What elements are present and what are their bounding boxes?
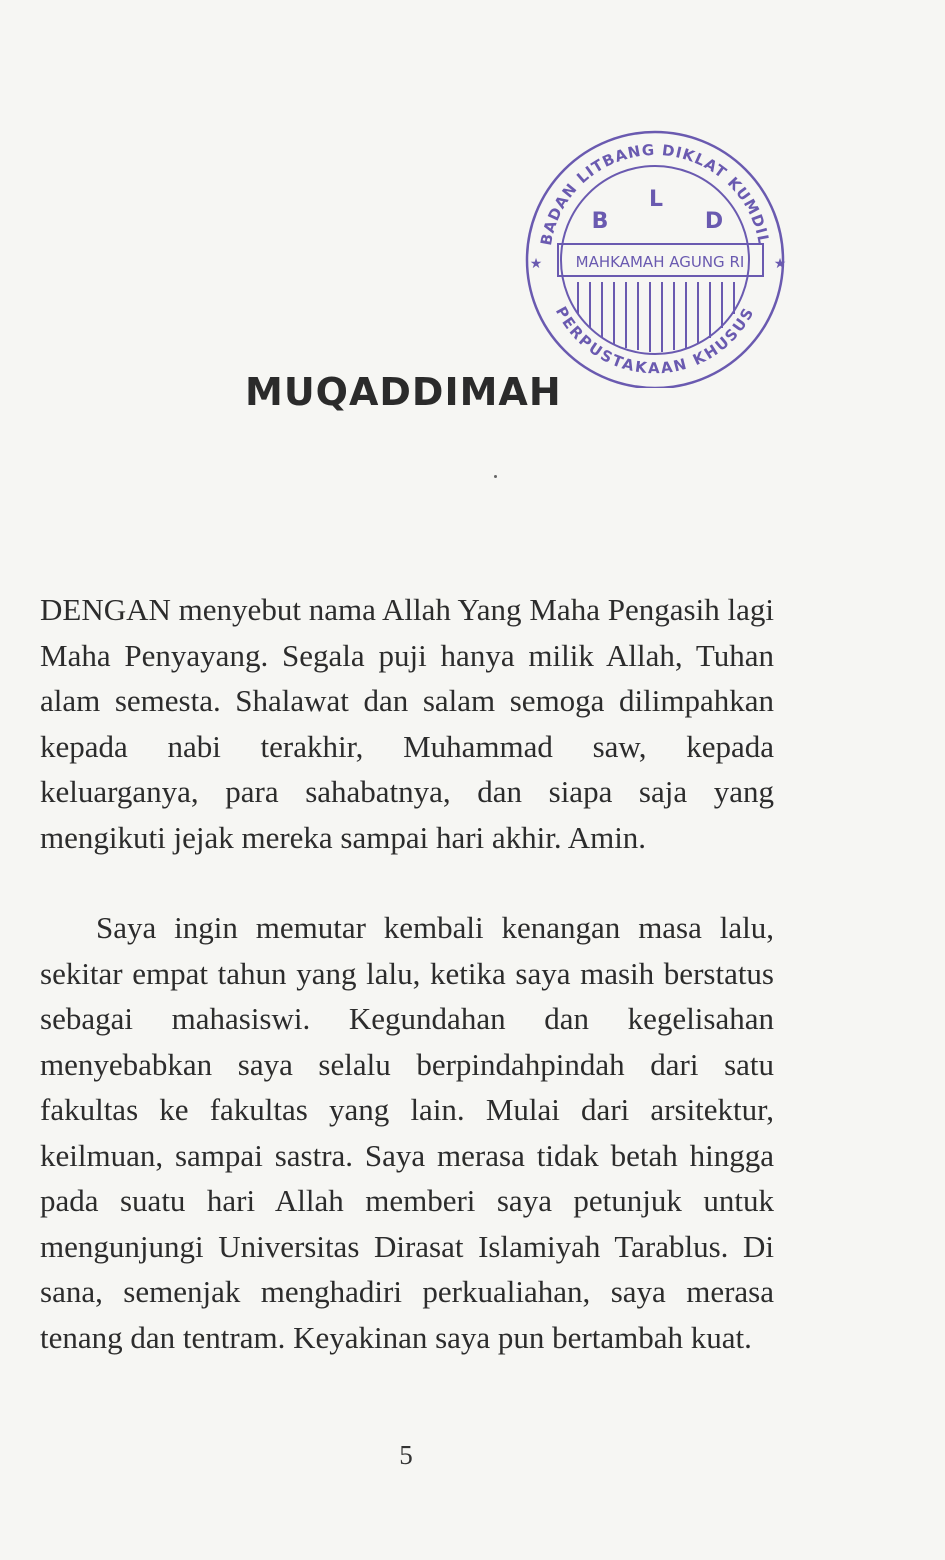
stamp-letter-b: B [591, 209, 609, 234]
stamp-star-left: ★ [529, 256, 543, 272]
stamp-bottom-arc: PERPUSTAKAAN KHUSUS [551, 303, 759, 378]
stamp-letter-l: L [648, 187, 664, 212]
library-stamp [508, 128, 798, 388]
page-title: MUQADDIMAH [245, 370, 562, 414]
stamp-letter-d: D [704, 209, 724, 234]
paragraph-1: DENGAN menyebut nama Allah Yang Maha Pengasih lagi Maha Penyayang. Segala puji hanya milik Allah, Tuhan alam semesta. Shalawat dan salam semoga dilimpahkan kepada nabi terakhir, Muhammad saw, kepada keluarganya, para sahabatnya, dan siapa saja yang mengikuti jejak mereka sampai hari akhir. Amin. [40, 592, 774, 855]
stamp-column-lines [578, 282, 734, 352]
stamp-band-text: MAHKAMAH AGUNG RI [575, 253, 745, 271]
stamp-star-right: ★ [773, 256, 787, 272]
stamp-top-arc: BADAN LITBANG DIKLAT KUMDIL [536, 140, 773, 247]
paragraph-2: Saya ingin memutar kembali kenangan masa lalu, sekitar empat tahun yang lalu, ketika saya masih berstatus sebagai mahasiswi. Kegundahan dan kegelisahan menyebabkan saya selalu berpindahpindah dari satu fakultas ke fakultas yang lain. Mulai dari arsitektur, keilmuan, sampai sastra. Saya merasa tidak betah hingga pada suatu hari Allah memberi saya petunjuk untuk mengunjungi Universitas Dirasat Islamiyah Tarablus. Di sana, semenjak menghadiri perkualiahan, saya merasa tenang dan tentram. Keyakinan saya pun bertambah kuat. [40, 910, 774, 1355]
page-number: 5 [399, 1440, 413, 1470]
speck [494, 475, 497, 478]
